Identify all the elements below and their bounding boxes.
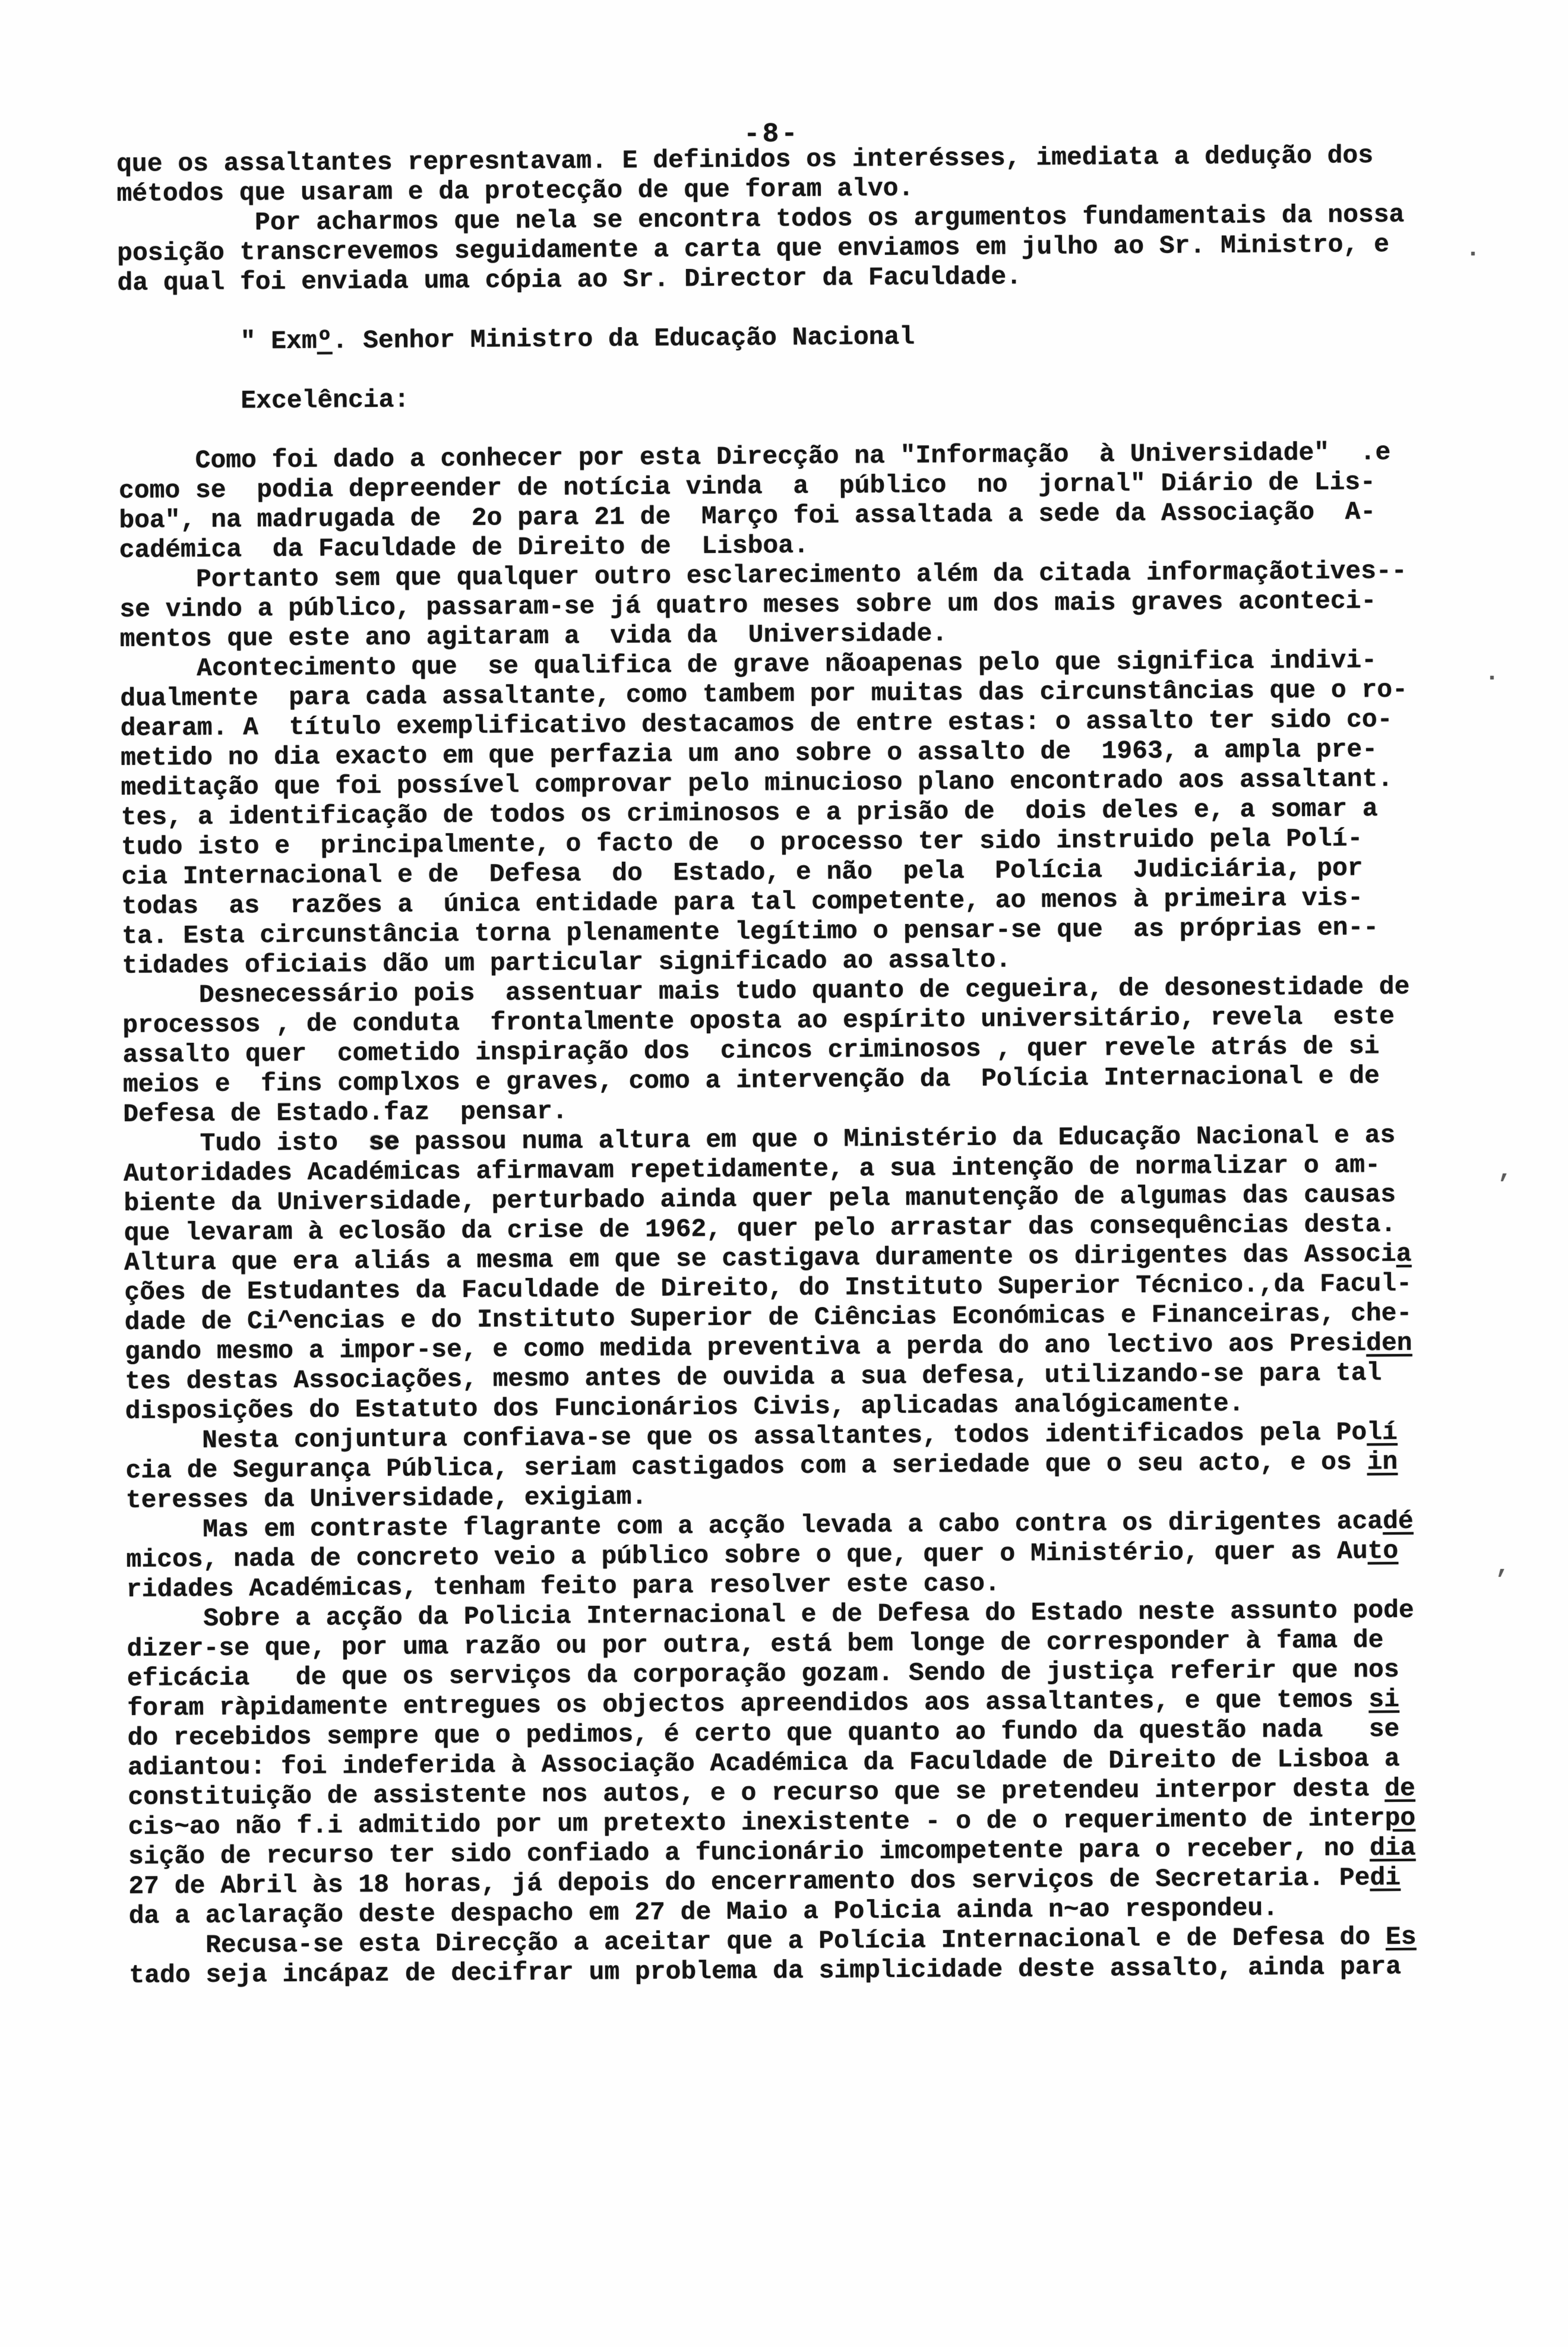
text-segment: meios e fins complxos e graves, como a intervenção da Polícia Internacional e de	[122, 1061, 1380, 1099]
text-segment: todas as razões a única entidade para tal competente, ao menos à primeira vis-	[121, 883, 1364, 921]
text-segment: mentos que este ano agitaram a vida da Universidade.	[119, 619, 948, 654]
text-segment: eficácia de que os serviços da corporação gozam. Sendo de justiça referir que nos	[127, 1655, 1399, 1693]
text-segment: disposições do Estatuto dos Funcionários Civis, aplicadas analógicamente.	[125, 1388, 1244, 1426]
text-segment	[118, 298, 133, 327]
text-segment: biente da Universidade, perturbado ainda quer pela manutenção de algumas das causas	[124, 1180, 1396, 1218]
text-segment: Desnecessário pois assentuar mais tudo quanto de cegueira, de desonestidade de	[122, 972, 1410, 1010]
text-segment: que os assaltantes represntavam. E definidos os interésses, imediata a dedução dos	[116, 141, 1374, 179]
text-segment: métodos que usaram e da protecção de que foram alvo.	[116, 173, 914, 208]
text-segment: adiantou: foi indeferida à Associação Académica da Faculdade de Direito de Lisboa a	[127, 1744, 1400, 1782]
underlined-text: to	[1367, 1536, 1399, 1566]
text-segment: se	[368, 1127, 400, 1157]
text-segment: Acontecimento que se qualifica de grave nãoapenas pelo que significa indivi-	[119, 646, 1377, 684]
underlined-text: dia	[1369, 1833, 1416, 1863]
text-segment: ções de Estudantes da Faculdade de Direito, do Instituto Superior Técnico.,da Facul-	[124, 1269, 1412, 1307]
text-segment: Tudo isto	[123, 1128, 369, 1159]
text-segment: . Senhor Ministro da Educação Nacional	[332, 322, 915, 356]
scan-speck: ,	[1498, 1158, 1513, 1185]
text-segment: da qual foi enviada uma cópia ao Sr. Director da Faculdade.	[117, 262, 1022, 298]
text-segment: cia Internacional e de Defesa do Estado, e não pela Polícia Judiciária, por	[121, 853, 1363, 891]
text-segment: ta. Esta circunstância torna plenamente legítimo o pensar-se que as próprias en--	[122, 913, 1379, 951]
text-segment: ridades Académicas, tenham feito para resolver este caso.	[126, 1568, 1000, 1604]
text-segment: Defesa de Estado.faz pensar.	[123, 1096, 568, 1129]
underlined-text: den	[1366, 1328, 1412, 1358]
text-segment: " Exm	[118, 326, 317, 357]
text-segment: tado seja incápaz de decifrar um problema da simplicidade deste assalto, ainda para	[129, 1951, 1402, 1990]
text-segment: micos, nada de concreto veio a público sobre o que, quer o Ministério, quer as Au	[126, 1536, 1368, 1574]
text-segment: foram ràpidamente entregues os objectos apreendidos aos assaltantes, e que temos	[127, 1685, 1369, 1723]
text-segment: Recusa-se esta Direcção a aceitar que a Polícia Internacional e de Defesa do	[128, 1922, 1386, 1960]
text-segment: dade de Ci^encias e do Instituto Superior de Ciências Económicas e Financeiras, che-	[124, 1298, 1412, 1337]
text-segment: dearam. A título exemplificativo destacamos de entre estas: o assalto ter sido co-	[120, 705, 1393, 743]
text-segment: posição transcrevemos seguidamente a carta que enviamos em julho ao Sr. Ministro, e	[117, 230, 1390, 268]
text-segment: dualmente para cada assaltante, como tambem por muitas das circunstâncias que o ro-	[120, 675, 1408, 713]
text-segment: processos , de conduta frontalmente oposta ao espírito universitário, revela este	[122, 1002, 1395, 1040]
text-segment: Portanto sem que qualquer outro esclarecimento além da citada informaçãotives--	[119, 556, 1407, 594]
text-segment: metido no dia exacto em que perfazia um ano sobre o assalto de 1963, a ampla pre-	[120, 735, 1378, 773]
text-segment: passou numa altura em que o Ministério da Educação Nacional e as	[399, 1121, 1396, 1157]
underlined-text: º	[317, 326, 333, 356]
underlined-text: a	[1396, 1239, 1412, 1269]
text-segment: tes destas Associações, mesmo antes de ouvida a sua defesa, utilizando-se para tal	[125, 1358, 1382, 1396]
text-segment: constituição de assistente nos autos, e o recurso que se pretendeu interpor desta	[128, 1774, 1385, 1812]
text-segment: que levaram à eclosão da crise de 1962, quer pelo arrastar das consequências desta.	[124, 1210, 1396, 1248]
text-segment: sição de recurso ter sido confiado a funcionário imcompetente para o receber, no	[128, 1833, 1370, 1871]
text-segment: teresses da Universidade, exigiam.	[125, 1482, 647, 1515]
text-segment: cadémica da Faculdade de Direito de Lisboa.	[119, 530, 810, 565]
scan-speck: .	[1466, 236, 1481, 263]
underlined-text: de	[1384, 1773, 1416, 1804]
page-number: -8-	[743, 118, 801, 150]
text-segment: cis~ao não f.i admitido por um pretexto inexistente - o de o requerimento de inter	[128, 1804, 1385, 1842]
text-segment: Como foi dado a conhecer por esta Direcção na "Informação à Universidade" .e	[118, 438, 1391, 476]
text-segment: 27 de Abril às 18 horas, já depois do encerramento dos serviços de Secretaria. Pe	[128, 1863, 1370, 1901]
text-segment: Altura que era aliás a mesma em que se castigava duramente os dirigentes das Associ	[124, 1239, 1396, 1277]
text-segment: Nesta conjuntura confiava-se que os assaltantes, todos identificados pela Po	[125, 1418, 1367, 1456]
text-segment	[118, 417, 134, 446]
text-segment: gando mesmo a impor-se, e como medida preventiva a perda do ano lectivo aos Presi	[124, 1329, 1367, 1367]
underlined-text: di	[1370, 1862, 1401, 1893]
scan-speck: ,	[1496, 1554, 1510, 1580]
scan-speck: .	[1485, 660, 1500, 687]
text-segment: como se podia depreender de notícia vinda a público no jornal" Diário de Lis-	[118, 467, 1376, 505]
underlined-text: Es	[1385, 1922, 1417, 1952]
text-segment: Excelência:	[118, 385, 410, 416]
document-text	[116, 140, 1472, 1991]
text-segment	[118, 358, 133, 387]
text-segment: tudo isto e principalmente, o facto de o processo ter sido instruido pela Polí-	[121, 824, 1363, 862]
underlined-text: lí	[1367, 1417, 1398, 1447]
underlined-text: in	[1367, 1447, 1398, 1477]
underlined-text: si	[1368, 1684, 1400, 1715]
text-segment: da a aclaração deste despacho em 27 de Maio a Policia ainda n~ao respondeu.	[128, 1893, 1279, 1931]
text-segment: cia de Segurança Pública, seriam castigados com a seriedade que o seu acto, e os	[125, 1447, 1367, 1485]
text-segment: assalto quer cometido inspiração dos cincos criminosos , quer revele atrás de si	[122, 1032, 1380, 1070]
underlined-text: po	[1384, 1803, 1416, 1833]
text-segment: tidades oficiais dão um particular significado ao assalto.	[122, 945, 1011, 980]
text-segment: Autoridades Académicas afirmavam repetidamente, a sua intenção de normalizar o am-	[123, 1150, 1381, 1188]
underlined-text: dé	[1382, 1506, 1414, 1536]
text-segment: boa", na madrugada de 2o para 21 de Março foi assaltada a sede da Associação A-	[119, 497, 1376, 535]
text-segment: tes, a identificação de todos os criminosos e a prisão de dois deles e, a somar a	[121, 794, 1378, 832]
text-segment: Mas em contraste flagrante com a acção levada a cabo contra os dirigentes aca	[126, 1507, 1383, 1545]
text-segment: se vindo a público, passaram-se já quatro meses sobre um dos mais graves aconteci-	[119, 586, 1377, 624]
text-segment: Sobre a acção da Policia Internacional e de Defesa do Estado neste assunto pode	[127, 1595, 1414, 1634]
text-segment: dizer-se que, por uma razão ou por outra, está bem longe de corresponder à fama de	[127, 1625, 1384, 1663]
text-segment: meditação que foi possível comprovar pelo minucioso plano encontrado aos assaltant.	[121, 764, 1393, 802]
text-segment: Por acharmos que nela se encontra todos os argumentos fundamentais da nossa	[116, 200, 1405, 238]
text-segment: do recebidos sempre que o pedimos, é certo que quanto ao fundo da questão nada se	[127, 1714, 1400, 1753]
